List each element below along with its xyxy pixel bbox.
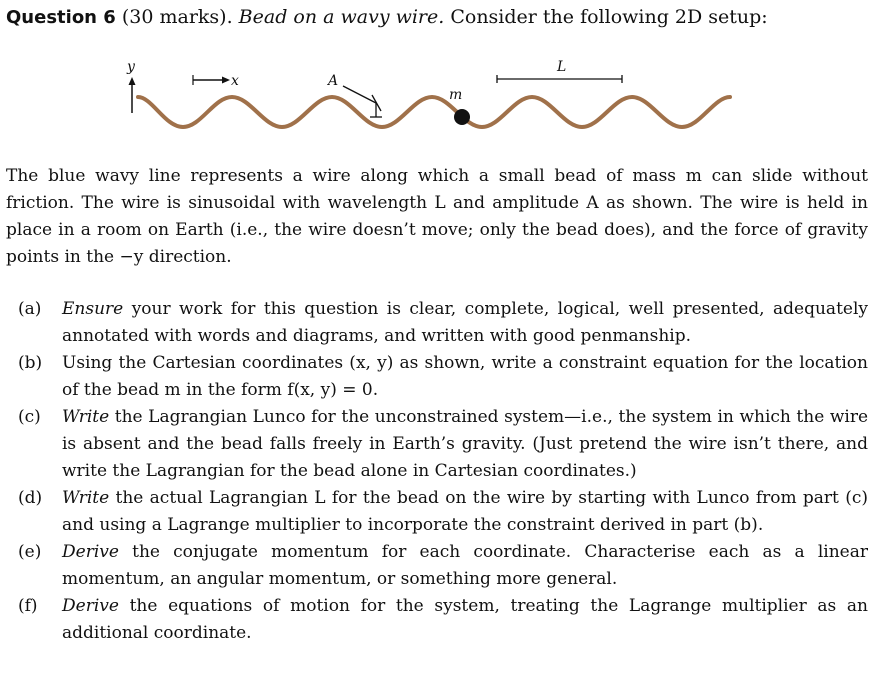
part-label: (e)	[18, 542, 42, 562]
part-label: (f)	[18, 596, 38, 616]
part-b	[0, 350, 873, 404]
x-axis-label: x	[231, 73, 239, 89]
part-text: your work for this question is clear, complete, logical, well presented, adequately annotated with words and diagrams, and written with good penmanship.	[62, 299, 868, 346]
part-text: the actual Lagrangian L for the bead on the wire by starting with Lunco from part (c) and using a Lagrange multiplier to incorporate the constraint derived in part (b).	[62, 488, 868, 535]
y-axis-label: y	[127, 59, 135, 75]
part-verb: Derive	[62, 542, 119, 562]
part-f	[0, 593, 873, 647]
part-text: the conjugate momentum for each coordinate. Characterise each as a linear momentum, an angular momentum, or something more general.	[62, 542, 869, 589]
question-label: Question 6	[6, 7, 116, 28]
question-title: Bead on a wavy wire.	[238, 6, 445, 28]
part-d	[0, 485, 873, 539]
part-label: (a)	[18, 299, 42, 319]
part-text: Using the Cartesian coordinates (x, y) as shown, write a constraint equation for the location of the bead m in the form f(x, y) = 0.	[62, 353, 868, 400]
amplitude-label: A	[328, 73, 339, 89]
amplitude-indicator	[343, 86, 382, 117]
part-e	[0, 539, 873, 593]
part-c	[0, 404, 873, 485]
part-label: (c)	[18, 407, 41, 427]
part-verb: Derive	[62, 596, 119, 616]
bead	[454, 109, 470, 125]
wavy-wire-figure	[0, 55, 873, 165]
part-label: (b)	[18, 353, 43, 373]
part-text: the Lagrangian Lunco for the unconstrained system—i.e., the system in which the wire is absent and the bead falls freely in Earth’s gravity. (Just pretend the wire isn’t there, and write the Lagrangian for the bead alone in Cartesian coordinates.)	[62, 407, 869, 481]
question-parts-list	[0, 296, 873, 647]
question-marks: (30 marks).	[121, 6, 233, 28]
wavy-wire	[138, 97, 730, 127]
x-axis-arrow	[193, 75, 230, 85]
part-label: (d)	[18, 488, 43, 508]
question-header	[6, 4, 866, 31]
mass-label: m	[449, 87, 463, 103]
part-a	[0, 296, 873, 350]
y-axis-arrow	[129, 77, 136, 113]
question-lead: Consider the following 2D setup:	[450, 6, 768, 28]
problem-description: The blue wavy line represents a wire along which a small bead of mass m can slide without friction. The wire is sinusoidal with wavelength L and amplitude A as shown. The wire is held in place in a room on Earth (i.e., the wire doesn’t move; only the bead does), and the force of gravity points in the −y direction.	[6, 166, 868, 267]
wavelength-label: L	[557, 59, 567, 75]
part-verb: Write	[62, 488, 110, 508]
wavelength-indicator	[497, 75, 622, 83]
part-verb: Ensure	[62, 299, 124, 319]
part-verb: Write	[62, 407, 110, 427]
part-text: the equations of motion for the system, treating the Lagrange multiplier as an additional coordinate.	[62, 596, 868, 643]
